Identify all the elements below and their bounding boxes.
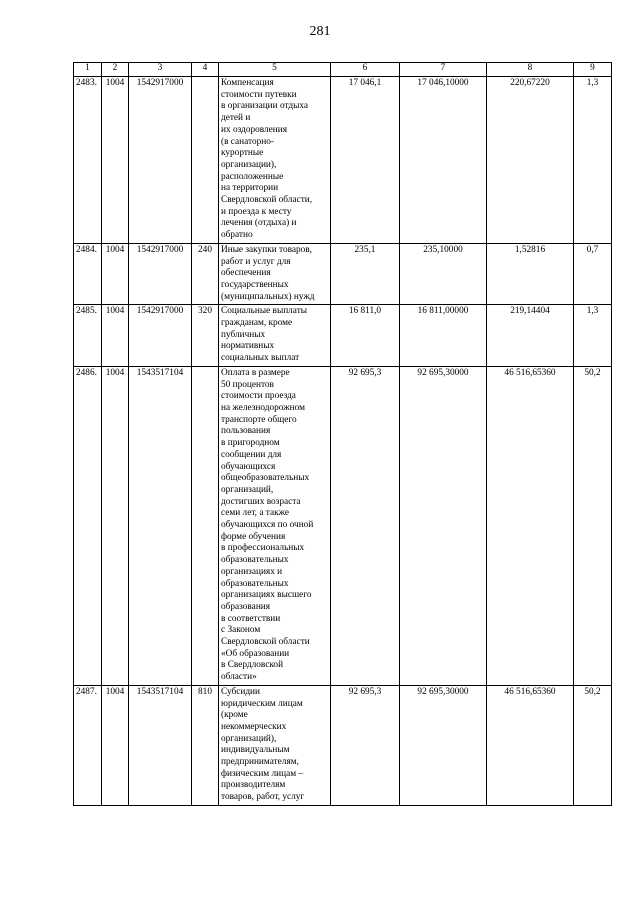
description-line: производителям xyxy=(221,780,286,791)
description-line: обучающихся xyxy=(221,461,276,472)
description-line: (муниципальных) нужд xyxy=(221,291,315,302)
description-line: транспорте общего xyxy=(221,414,297,425)
table-row xyxy=(74,77,612,244)
description-line: обучающихся по очной xyxy=(221,520,314,531)
description-line: общеобразовательных xyxy=(221,473,310,484)
description-line: Субсидии xyxy=(221,686,261,697)
expense-type-cell: 240 xyxy=(192,243,219,305)
executed-amount-cell: 46 516,65360 xyxy=(487,685,574,805)
section-code-cell: 1004 xyxy=(102,366,129,685)
description-line: достигших возраста xyxy=(221,496,301,507)
target-code-cell: 1543517104 xyxy=(129,685,192,805)
amount-detail-cell: 17 046,10000 xyxy=(400,77,487,244)
description-line: «Об образовании xyxy=(221,648,290,659)
description-line: обеспечения xyxy=(221,268,271,279)
description-cell xyxy=(219,305,331,367)
target-code-cell: 1542917000 xyxy=(129,305,192,367)
executed-amount-cell: 1,52816 xyxy=(487,243,574,305)
target-code-cell: 1543517104 xyxy=(129,366,192,685)
description-line: (в санаторно- xyxy=(221,136,274,147)
percent-cell: 50,2 xyxy=(574,685,612,805)
description-line: области» xyxy=(221,672,257,683)
expense-type-cell xyxy=(192,77,219,244)
row-number-cell: 2485. xyxy=(74,305,102,367)
executed-amount-cell: 219,14404 xyxy=(487,305,574,367)
percent-cell: 1,3 xyxy=(574,305,612,367)
expense-type-cell xyxy=(192,366,219,685)
column-header: 4 xyxy=(192,63,219,77)
description-line: в организации отдыха xyxy=(221,101,309,112)
page-number: 281 xyxy=(309,24,331,39)
table-row xyxy=(74,305,612,367)
table-body xyxy=(74,77,612,806)
percent-cell: 1,3 xyxy=(574,77,612,244)
description-line: их оздоровления xyxy=(221,124,288,135)
description-line: сообщении для xyxy=(221,449,282,460)
amount-detail-cell: 235,10000 xyxy=(400,243,487,305)
amount-cell: 235,1 xyxy=(331,243,400,305)
description-line: физическим лицам – xyxy=(221,768,304,779)
amount-cell: 92 695,3 xyxy=(331,685,400,805)
description-line: образовательных xyxy=(221,555,289,566)
description-line: Компенсация xyxy=(221,78,274,88)
description-cell xyxy=(219,685,331,805)
amount-detail-cell: 16 811,00000 xyxy=(400,305,487,367)
description-line: обратно xyxy=(221,230,253,241)
description-line: Свердловской области, xyxy=(221,195,313,206)
budget-table xyxy=(73,62,612,806)
description-line: пользования xyxy=(221,426,271,437)
description-line: организации), xyxy=(221,159,277,170)
description-line: образования xyxy=(221,601,271,612)
section-code-cell: 1004 xyxy=(102,685,129,805)
description-line: индивидуальным xyxy=(221,745,290,756)
row-number-cell: 2483. xyxy=(74,77,102,244)
description-line: стоимости путевки xyxy=(221,89,297,100)
description-line: некоммерческих xyxy=(221,721,287,732)
column-header: 2 xyxy=(102,63,129,77)
amount-cell: 16 811,0 xyxy=(331,305,400,367)
amount-cell: 92 695,3 xyxy=(331,366,400,685)
table-row xyxy=(74,685,612,805)
description-line: социальных выплат xyxy=(221,353,300,364)
description-line: расположенные xyxy=(221,171,284,182)
description-line: с Законом xyxy=(221,625,261,636)
percent-cell: 0,7 xyxy=(574,243,612,305)
executed-amount-cell: 220,67220 xyxy=(487,77,574,244)
column-header: 5 xyxy=(219,63,331,77)
column-header: 9 xyxy=(574,63,612,77)
description-line: Иные закупки товаров, xyxy=(221,244,313,255)
description-line: образовательных xyxy=(221,578,289,589)
description-line: (кроме xyxy=(221,710,248,721)
description-line: 50 процентов xyxy=(221,379,274,390)
column-header: 7 xyxy=(400,63,487,77)
row-number-cell: 2487. xyxy=(74,685,102,805)
description-line: организациях высшего xyxy=(221,590,312,601)
description-line: детей и xyxy=(221,113,251,124)
description-line: семи лет, а также xyxy=(221,508,290,519)
description-cell xyxy=(219,77,331,244)
section-code-cell: 1004 xyxy=(102,243,129,305)
description-line: стоимости проезда xyxy=(221,391,296,402)
description-line: на территории xyxy=(221,183,279,194)
description-line: государственных xyxy=(221,279,289,290)
description-line: нормативных xyxy=(221,341,275,352)
table-row xyxy=(74,243,612,305)
expense-type-cell: 320 xyxy=(192,305,219,367)
table-header-row xyxy=(74,63,612,77)
description-line: предпринимателям, xyxy=(221,757,299,768)
description-line: работ и услуг для xyxy=(221,256,291,267)
section-code-cell: 1004 xyxy=(102,77,129,244)
description-line: в профессиональных xyxy=(221,543,305,554)
row-number-cell: 2484. xyxy=(74,243,102,305)
description-line: товаров, работ, услуг xyxy=(221,792,305,803)
description-line: гражданам, кроме xyxy=(221,318,293,329)
target-code-cell: 1542917000 xyxy=(129,243,192,305)
section-code-cell: 1004 xyxy=(102,305,129,367)
amount-cell: 17 046,1 xyxy=(331,77,400,244)
description-line: организациях и xyxy=(221,566,283,577)
description-line: публичных xyxy=(221,329,266,340)
description-line: организаций, xyxy=(221,484,274,495)
column-header: 8 xyxy=(487,63,574,77)
description-line: форме обучения xyxy=(221,531,286,542)
description-line: курортные xyxy=(221,148,264,159)
table-row xyxy=(74,366,612,685)
target-code-cell: 1542917000 xyxy=(129,77,192,244)
description-line: Оплата в размере xyxy=(221,367,290,378)
description-line: в соответствии xyxy=(221,613,281,624)
description-line: и проезда к месту xyxy=(221,206,292,217)
amount-detail-cell: 92 695,30000 xyxy=(400,685,487,805)
column-header: 1 xyxy=(74,63,102,77)
description-cell xyxy=(219,243,331,305)
percent-cell: 50,2 xyxy=(574,366,612,685)
amount-detail-cell: 92 695,30000 xyxy=(400,366,487,685)
column-header: 3 xyxy=(129,63,192,77)
column-header: 6 xyxy=(331,63,400,77)
description-line: в Свердловской xyxy=(221,660,284,671)
description-line: Социальные выплаты xyxy=(221,306,308,317)
description-line: в пригородном xyxy=(221,438,280,449)
description-line: юридическим лицам xyxy=(221,698,303,709)
description-line: на железнодорожном xyxy=(221,402,305,413)
executed-amount-cell: 46 516,65360 xyxy=(487,366,574,685)
row-number-cell: 2486. xyxy=(74,366,102,685)
description-cell xyxy=(219,366,331,685)
description-line: Свердловской области xyxy=(221,637,310,648)
description-line: лечения (отдыха) и xyxy=(221,218,297,229)
description-line: организаций), xyxy=(221,733,277,744)
expense-type-cell: 810 xyxy=(192,685,219,805)
